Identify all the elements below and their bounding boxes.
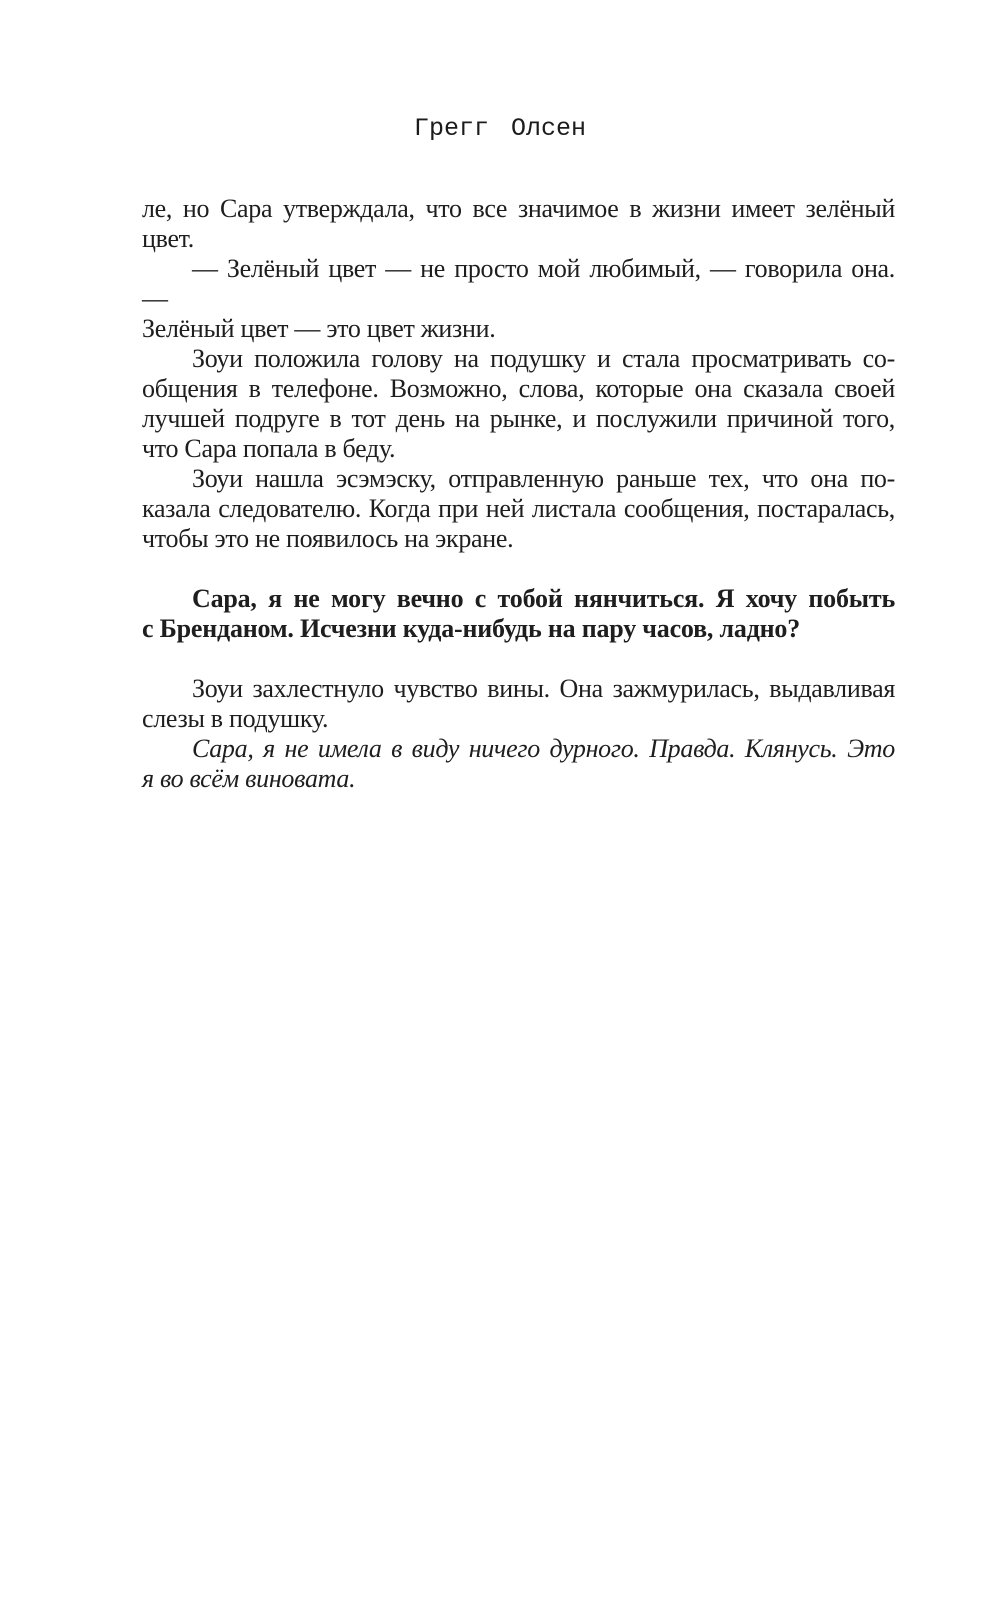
text-line: Зоуи захлестнуло чувство вины. Она зажмурилась, выдавливая — [192, 674, 895, 703]
paragraph-sms-message — [142, 584, 895, 644]
text-line: лучшей подруге в тот день на рынке, и послужили причиной того, — [142, 404, 895, 433]
paragraph-inner-thought — [142, 734, 895, 794]
running-header: Грегг Олсен — [413, 114, 587, 143]
text-block — [142, 194, 895, 794]
paragraph-narrative — [142, 674, 895, 734]
paragraph-continuation — [142, 194, 895, 254]
text-line: Сара, я не имела в виду ничего дурного. Правда. Клянусь. Это — [192, 734, 895, 763]
text-line: слезы в подушку. — [142, 704, 329, 733]
text-line: общения в телефоне. Возможно, слова, которые она сказала своей — [142, 374, 895, 403]
blank-line — [142, 644, 895, 674]
text-line: ле, но Сара утверждала, что все значимое в жизни имеет зелёный — [142, 194, 895, 223]
text-line: казала следователю. Когда при ней листала сообщения, постаралась, — [142, 494, 895, 523]
text-line: Зелёный цвет — это цвет жизни. — [142, 314, 496, 343]
text-line: Зоуи положила голову на подушку и стала просматривать со- — [192, 344, 895, 373]
blank-line — [142, 554, 895, 584]
text-line: что Сара попала в беду. — [142, 434, 396, 463]
text-line: Сара, я не могу вечно с тобой нянчиться. Я хочу побыть — [192, 584, 895, 613]
text-line: с Бренданом. Исчезни куда-нибудь на пару часов, ладно? — [142, 614, 801, 643]
text-line: чтобы это не появилось на экране. — [142, 524, 514, 553]
text-line: — Зелёный цвет — не просто мой любимый, — говорила она. — — [142, 254, 895, 313]
text-line: я во всём виновата. — [142, 764, 356, 793]
paragraph-dialogue — [142, 254, 895, 344]
paragraph-narrative — [142, 344, 895, 464]
text-line: Зоуи нашла эсэмэску, отправленную раньше тех, что она по- — [192, 464, 895, 493]
paragraph-narrative — [142, 464, 895, 554]
text-line: цвет. — [142, 224, 194, 253]
